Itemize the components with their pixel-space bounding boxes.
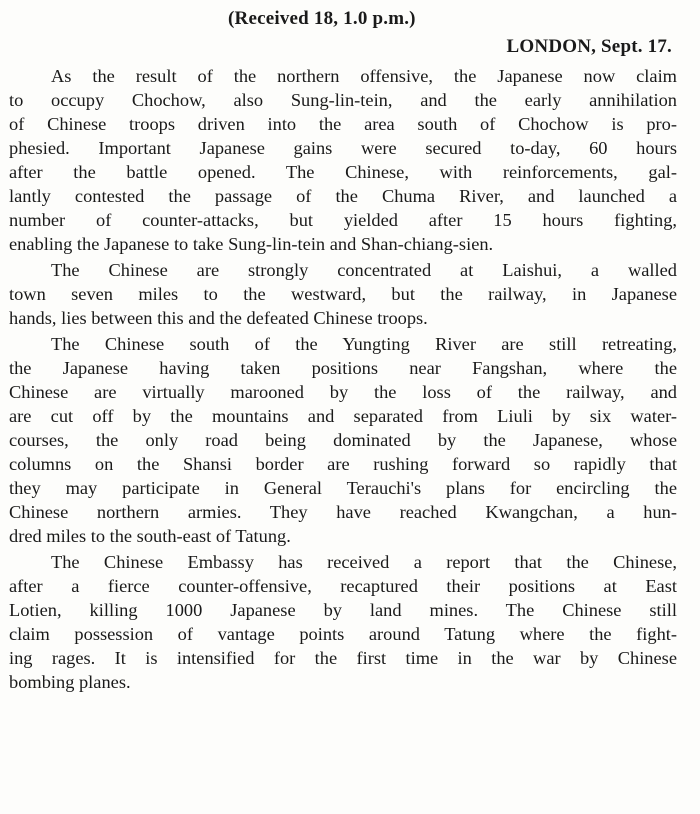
text-line: after a fierce counter-offensive, recaptured their positions at East	[9, 576, 677, 596]
text-line: phesied. Important Japanese gains were secured to-day, 60 hours	[9, 138, 677, 158]
text-line: claim possession of vantage points around Tatung where the fight-	[9, 624, 677, 644]
text-line: columns on the Shansi border are rushing forward so rapidly that	[9, 454, 677, 474]
text-line: are cut off by the mountains and separated from Liuli by six water-	[9, 406, 677, 426]
text-line: they may participate in General Terauchi's plans for encircling the	[9, 478, 677, 498]
paragraph	[9, 64, 677, 256]
text-line: to occupy Chochow, also Sung-lin-tein, and the early annihilation	[9, 90, 677, 110]
text-line: town seven miles to the westward, but the railway, in Japanese	[9, 284, 677, 304]
text-line: after the battle opened. The Chinese, with reinforcements, gal-	[9, 162, 677, 182]
text-line: Lotien, killing 1000 Japanese by land mines. The Chinese still	[9, 600, 677, 620]
text-line: As the result of the northern offensive, the Japanese now claim	[51, 66, 677, 86]
text-line: courses, the only road being dominated by the Japanese, whose	[9, 430, 677, 450]
dateline: LONDON, Sept. 17.	[506, 36, 672, 57]
text-line: The Chinese Embassy has received a report that the Chinese,	[51, 552, 677, 572]
text-line: Chinese are virtually marooned by the loss of the railway, and	[9, 382, 677, 402]
text-line: ing rages. It is intensified for the first time in the war by Chinese	[9, 648, 677, 668]
text-line: dred miles to the south-east of Tatung.	[9, 526, 291, 546]
text-line: lantly contested the passage of the Chuma River, and launched a	[9, 186, 677, 206]
article-body	[9, 64, 677, 694]
text-line: The Chinese south of the Yungting River are still retreating,	[51, 334, 677, 354]
text-line: the Japanese having taken positions near Fangshan, where the	[9, 358, 677, 378]
text-line: Chinese northern armies. They have reached Kwangchan, a hun-	[9, 502, 677, 522]
paragraph	[9, 550, 677, 694]
text-line: number of counter-attacks, but yielded after 15 hours fighting,	[9, 210, 677, 230]
paragraph	[9, 258, 677, 330]
text-line: bombing planes.	[9, 672, 131, 692]
text-line: hands, lies between this and the defeated Chinese troops.	[9, 308, 428, 328]
text-line: of Chinese troops driven into the area south of Chochow is pro-	[9, 114, 677, 134]
received-note: (Received 18, 1.0 p.m.)	[228, 8, 416, 29]
text-line: The Chinese are strongly concentrated at Laishui, a walled	[51, 260, 677, 280]
paragraph	[9, 332, 677, 548]
text-line: enabling the Japanese to take Sung-lin-tein and Shan-chiang-sien.	[9, 234, 494, 254]
